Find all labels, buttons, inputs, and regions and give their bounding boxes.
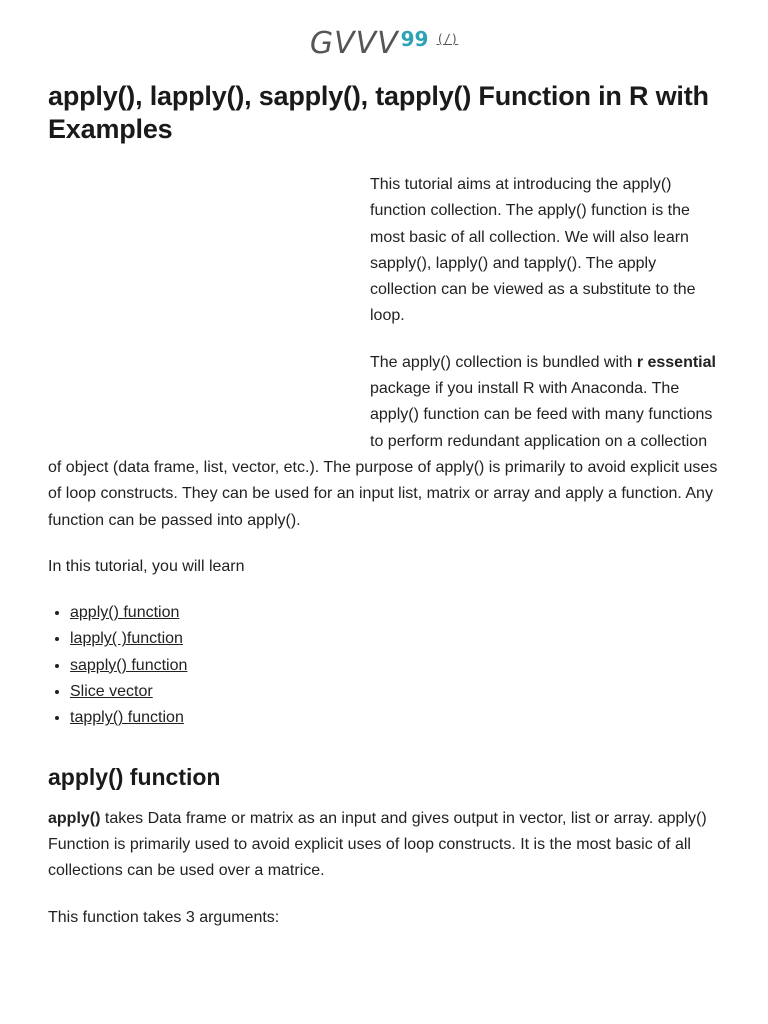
learn-intro: In this tutorial, you will learn [48, 557, 245, 575]
logo-wordmark: GVVV [309, 26, 399, 61]
intro-paragraph-1: This tutorial aims at introducing the apply() function collection. The apply() function is the most basic of all collection. We will also learn sapply(), lapply() and tapply(). The apply collection can be viewed as a substitute to the loop. [370, 176, 696, 325]
apply-description [48, 806, 720, 885]
ad-placeholder [48, 172, 356, 432]
toc-item [70, 705, 720, 731]
toc-item [70, 626, 720, 652]
toc-item [70, 653, 720, 679]
intro-p2-text-end: package if you install R with Anaconda. The apply() function can be feed with many functions to perform redundant application on a collection of object (data frame, list, vector, etc.). The purpose of apply() is primarily to avoid explicit uses of loop constructs. They can be used for an input list, matrix or array and apply a function. Any function can be passed into apply(). [48, 380, 718, 529]
toc-link-tapply[interactable]: tapply() function [70, 709, 184, 727]
table-of-contents [48, 600, 720, 731]
guru99-logo-link[interactable] [310, 26, 458, 62]
toc-link-sapply[interactable]: sapply() function [70, 656, 188, 674]
article-body [48, 172, 720, 931]
apply-description-text: takes Data frame or matrix as an input and gives output in vector, list or array. apply() Function is primarily used to avoid explicit uses of loop constructs. It is the most basic of all collections can be used over a matrice. [48, 809, 707, 880]
apply-bold-term: apply() [48, 809, 101, 827]
apply-arguments-intro: This function takes 3 arguments: [48, 908, 280, 926]
r-essential-bold: r essential [636, 353, 716, 371]
section-heading-apply: apply() function [48, 763, 221, 790]
intro-p2-text-start: The apply() collection is bundled with [370, 353, 637, 371]
toc-link-apply[interactable]: apply() function [70, 604, 180, 622]
logo-number: 99 [400, 27, 429, 51]
site-header [48, 0, 720, 90]
toc-link-lapply[interactable]: lapply( )function [70, 630, 183, 648]
toc-item [70, 600, 720, 626]
article-title: apply(), lapply(), sapply(), tapply() Function in R with Examples [48, 81, 709, 144]
toc-link-slice-vector[interactable]: Slice vector [70, 683, 153, 701]
logo-home-link-text: (/) [436, 32, 459, 46]
toc-item [70, 679, 720, 705]
